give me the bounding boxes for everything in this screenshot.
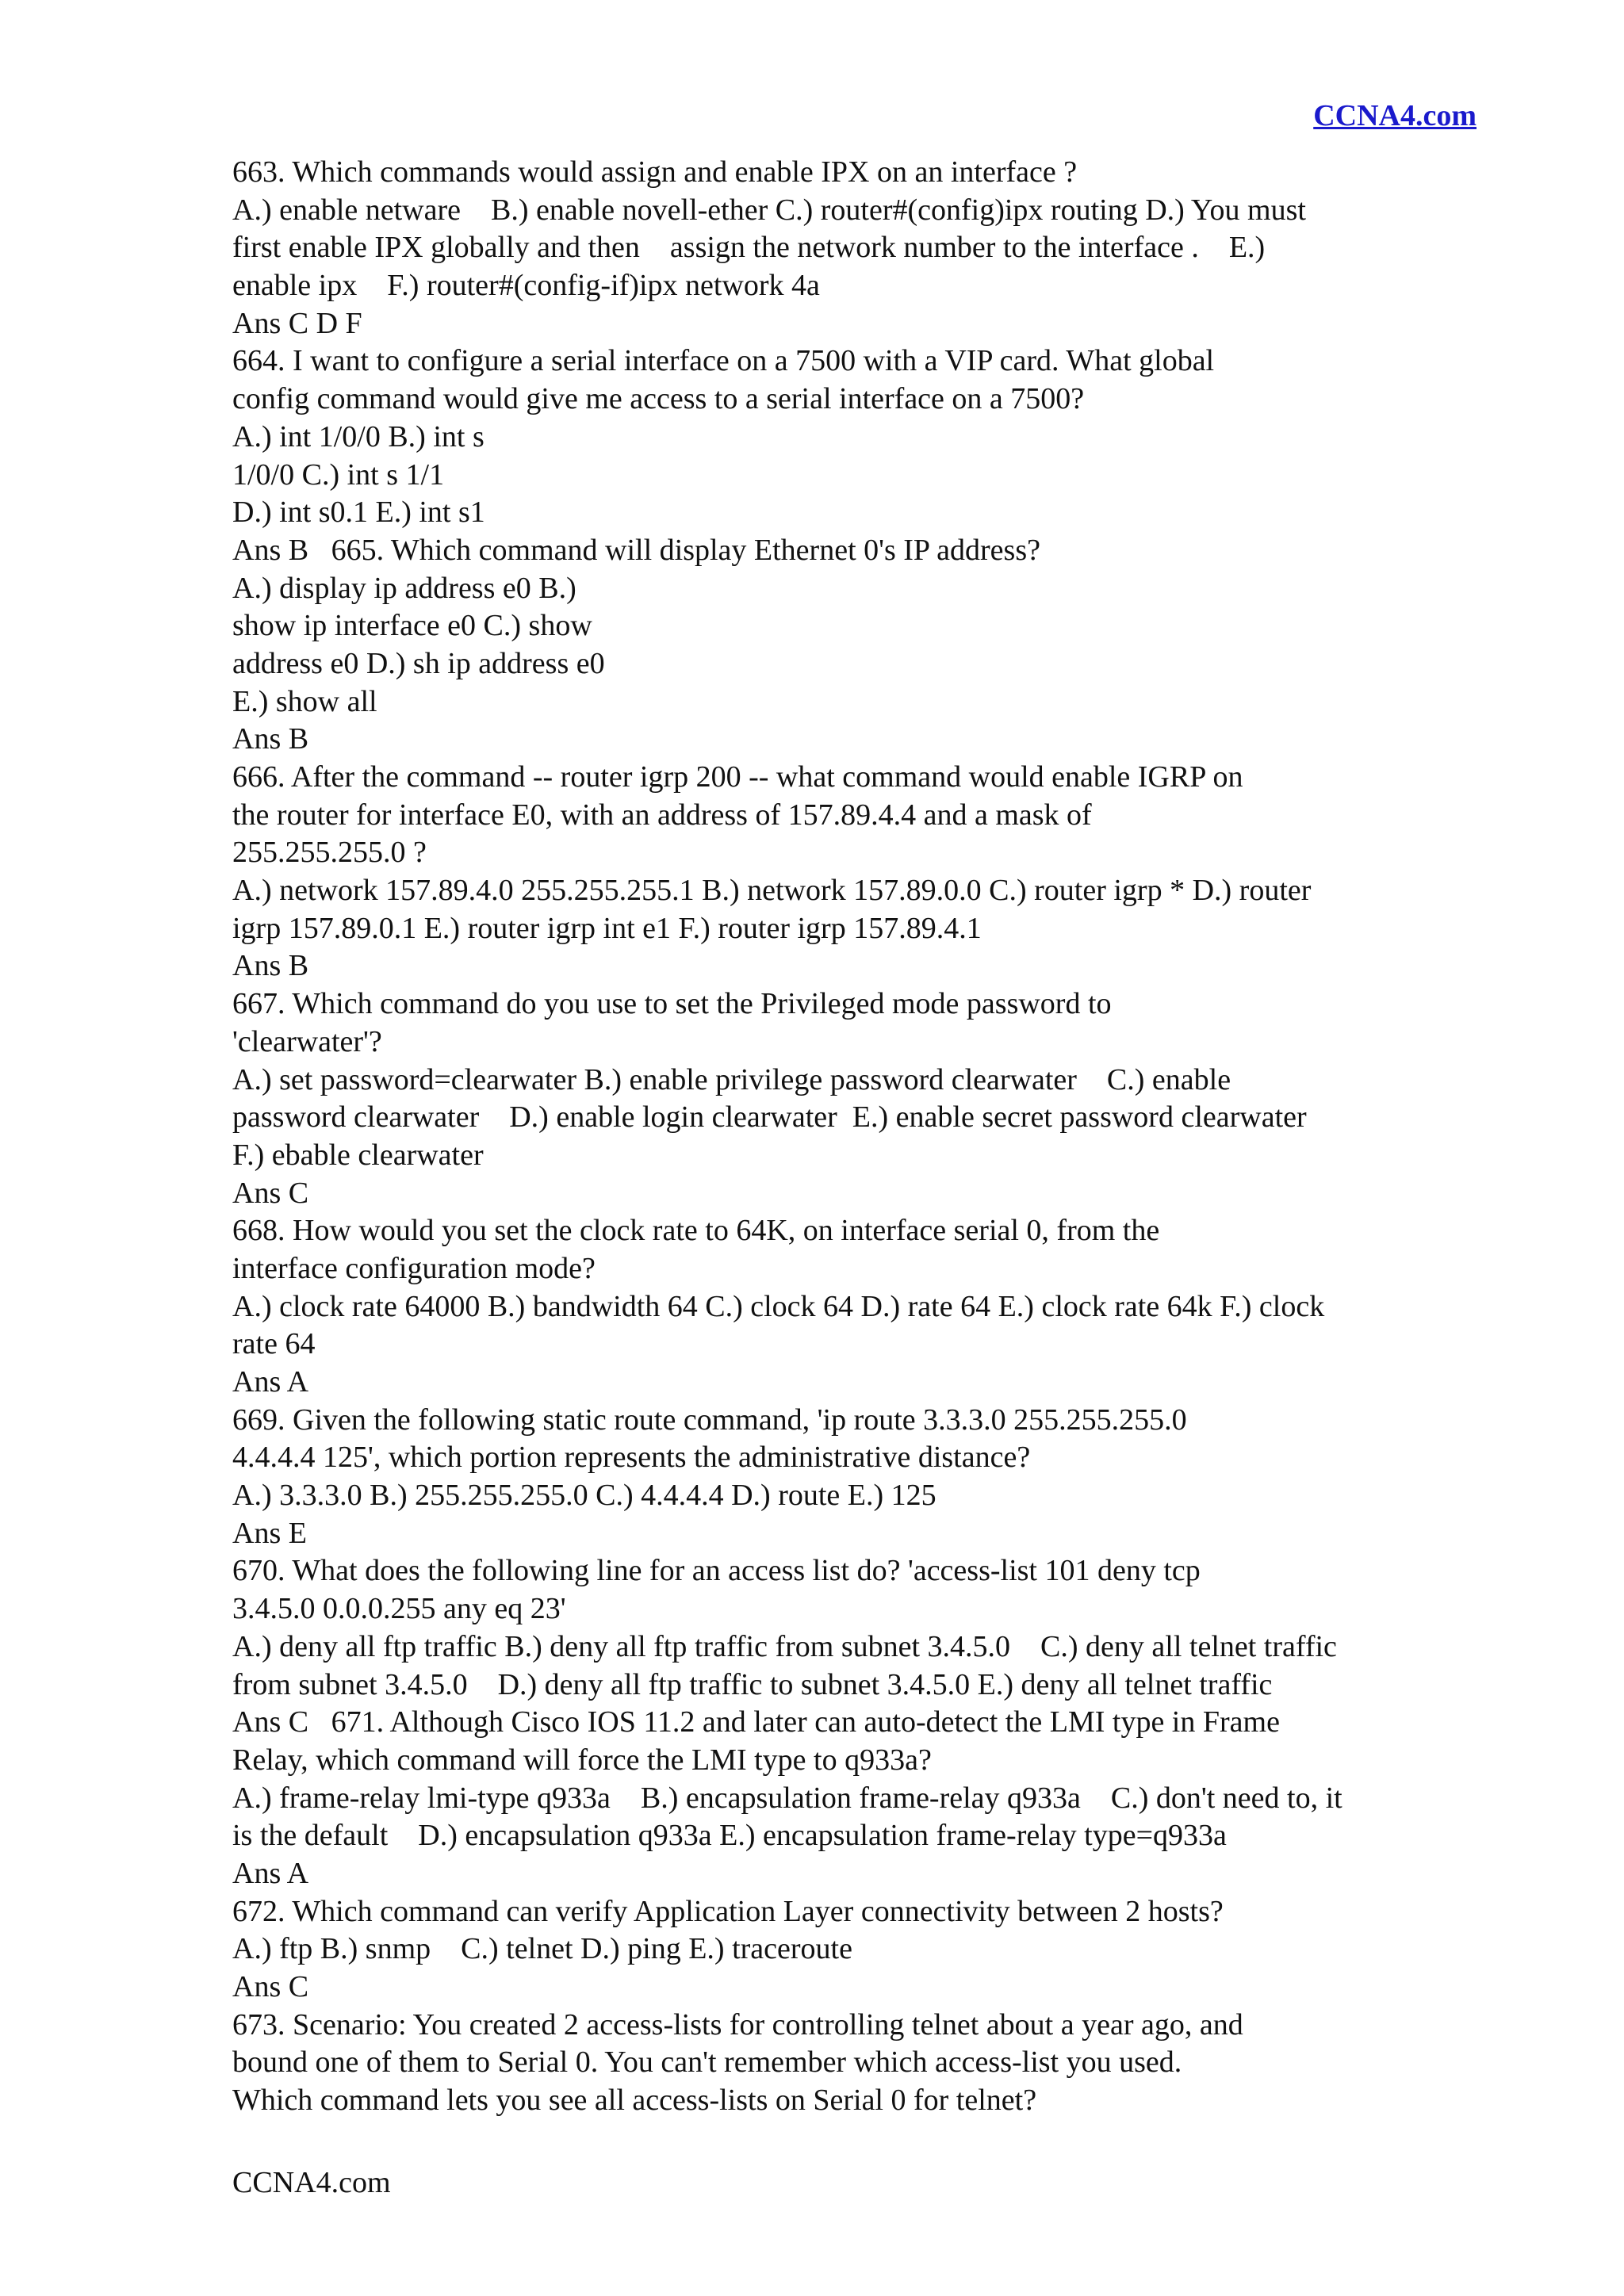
text-line: 664. I want to configure a serial interface on a 7500 with a VIP card. What global — [232, 344, 1215, 378]
text-line: A.) deny all ftp traffic B.) deny all ftp traffic from subnet 3.4.5.0 C.) deny all telnet traffic — [232, 1629, 1337, 1663]
text-line: A.) set password=clearwater B.) enable privilege password clearwater C.) enable — [232, 1062, 1231, 1096]
text-line: Ans C — [232, 1970, 309, 2003]
text-line: 672. Which command can verify Application Layer connectivity between 2 hosts? — [232, 1894, 1224, 1928]
text-line: from subnet 3.4.5.0 D.) deny all ftp traffic to subnet 3.4.5.0 E.) deny all telnet traffic — [232, 1667, 1273, 1701]
document-body — [232, 154, 1485, 2120]
text-line: A.) ftp B.) snmp C.) telnet D.) ping E.) traceroute — [232, 1932, 852, 1966]
text-line: 'clearwater'? — [232, 1024, 382, 1058]
text-line: Ans A — [232, 1365, 309, 1399]
text-line: Ans A — [232, 1856, 309, 1890]
text-line: Relay, which command will force the LMI type to q933a? — [232, 1743, 932, 1777]
text-line: 668. How would you set the clock rate to 64K, on interface serial 0, from the — [232, 1214, 1160, 1248]
text-line: rate 64 — [232, 1327, 316, 1361]
text-line: A.) network 157.89.4.0 255.255.255.1 B.) network 157.89.0.0 C.) router igrp * D.) router — [232, 874, 1312, 908]
text-line: enable ipx F.) router#(config-if)ipx network 4a — [232, 269, 820, 303]
text-line: Ans C 671. Although Cisco IOS 11.2 and later can auto-detect the LMI type in Frame — [232, 1705, 1280, 1739]
text-line: address e0 D.) sh ip address e0 — [232, 646, 605, 680]
text-line: Ans B — [232, 722, 309, 756]
text-line: 663. Which commands would assign and enable IPX on an interface ? — [232, 155, 1078, 189]
text-line: igrp 157.89.0.1 E.) router igrp int e1 F.) router igrp 157.89.4.1 — [232, 911, 982, 945]
text-line: 673. Scenario: You created 2 access-lists for controlling telnet about a year ago, and — [232, 2007, 1243, 2042]
footer-site-text: CCNA4.com — [232, 2166, 391, 2199]
text-line: Ans B 665. Which command will display Ethernet 0's IP address? — [232, 533, 1040, 567]
text-line: 255.255.255.0 ? — [232, 836, 427, 870]
text-line: interface configuration mode? — [232, 1251, 596, 1285]
text-line: 670. What does the following line for an access list do? 'access-list 101 deny tcp — [232, 1554, 1201, 1588]
text-line: the router for interface E0, with an address of 157.89.4.4 and a mask of — [232, 798, 1092, 832]
text-line: A.) frame-relay lmi-type q933a B.) encapsulation frame-relay q933a C.) don't need to, it — [232, 1781, 1342, 1815]
text-line: 3.4.5.0 0.0.0.255 any eq 23' — [232, 1592, 566, 1626]
text-line: is the default D.) encapsulation q933a E.) encapsulation frame-relay type=q933a — [232, 1819, 1227, 1853]
text-line: password clearwater D.) enable login clearwater E.) enable secret password clearwater — [232, 1100, 1307, 1135]
text-line: Which command lets you see all access-lists on Serial 0 for telnet? — [232, 2084, 1037, 2118]
text-line: F.) ebable clearwater — [232, 1138, 484, 1172]
text-line: E.) show all — [232, 684, 377, 718]
text-line: first enable IPX globally and then assign the network number to the interface . E.) — [232, 231, 1266, 265]
text-line: Ans E — [232, 1516, 307, 1550]
text-line: bound one of them to Serial 0. You can't remember which access-list you used. — [232, 2045, 1182, 2080]
text-line: config command would give me access to a serial interface on a 7500? — [232, 382, 1085, 416]
text-line: Ans C — [232, 1176, 309, 1210]
text-line: 1/0/0 C.) int s 1/1 — [232, 457, 445, 492]
text-line: A.) enable netware B.) enable novell-ether C.) router#(config)ipx routing D.) You must — [232, 193, 1306, 227]
text-line: Ans C D F — [232, 306, 362, 340]
text-line: show ip interface e0 C.) show — [232, 609, 592, 643]
text-line: 669. Given the following static route command, 'ip route 3.3.3.0 255.255.255.0 — [232, 1402, 1187, 1437]
text-line: D.) int s0.1 E.) int s1 — [232, 496, 485, 530]
header-site-link[interactable]: CCNA4.com — [1313, 99, 1477, 132]
text-line: A.) clock rate 64000 B.) bandwidth 64 C.) clock 64 D.) rate 64 E.) clock rate 64k F.) clock — [232, 1289, 1325, 1323]
text-line: A.) int 1/0/0 B.) int s — [232, 419, 485, 453]
text-line: 666. After the command -- router igrp 200 -- what command would enable IGRP on — [232, 760, 1243, 794]
text-line: A.) 3.3.3.0 B.) 255.255.255.0 C.) 4.4.4.4 D.) route E.) 125 — [232, 1479, 936, 1513]
text-line: 667. Which command do you use to set the Privileged mode password to — [232, 987, 1112, 1021]
text-line: 4.4.4.4 125', which portion represents the administrative distance? — [232, 1441, 1031, 1475]
text-line: Ans B — [232, 949, 309, 983]
text-line: A.) display ip address e0 B.) — [232, 571, 576, 605]
